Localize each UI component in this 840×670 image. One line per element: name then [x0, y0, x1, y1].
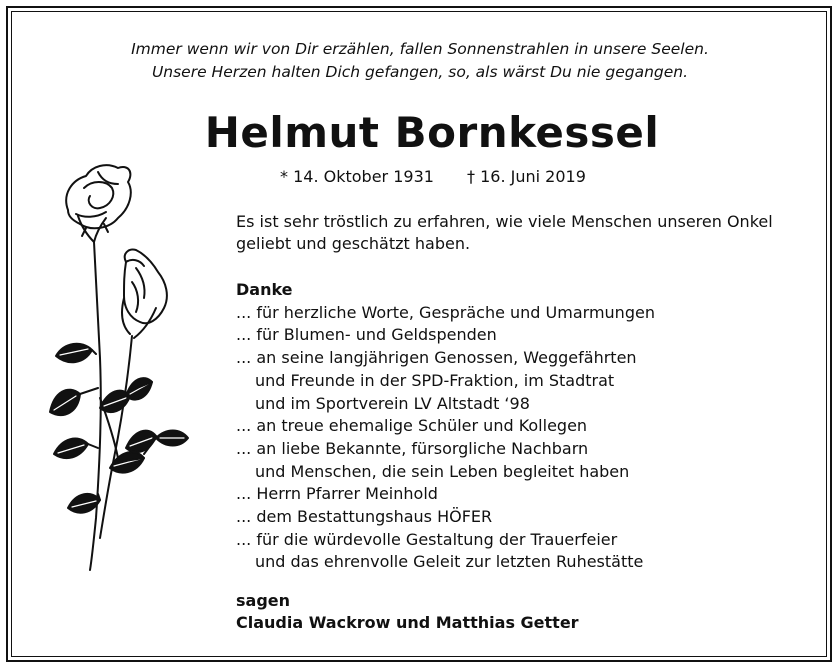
- thanks-line: und Freunde in der SPD-Fraktion, im Stadtrat: [255, 370, 615, 390]
- thanks-line: und im Sportverein LV Altstadt ‘98: [255, 393, 530, 413]
- thanks-line: ... dem Bestattungshaus HÖFER: [236, 507, 493, 527]
- thanks-line: ... an treue ehemalige Schüler und Kollegen: [236, 416, 588, 436]
- thanks-line: ... für herzliche Worte, Gespräche und Umarmungen: [236, 302, 655, 322]
- closing-block: [236, 590, 579, 634]
- thanks-line: ... an seine langjährigen Genossen, Weggefährten: [236, 348, 637, 368]
- birth-date: * 14. Oktober 1931: [280, 167, 434, 186]
- thanks-line: ... für die würdevolle Gestaltung der Trauerfeier: [236, 529, 618, 549]
- thanks-line: ... Herrn Pfarrer Meinhold: [236, 484, 438, 504]
- poem-line-1: Immer wenn wir von Dir erzählen, fallen Sonnenstrahlen in unsere Seelen.: [131, 40, 709, 58]
- thanks-line: ... für Blumen- und Geldspenden: [236, 325, 497, 345]
- rose-illustration-icon: [48, 158, 208, 578]
- intro-line-2: geliebt und geschätzt haben.: [236, 234, 471, 253]
- closing-word: sagen: [236, 591, 291, 610]
- signatories: Claudia Wackrow und Matthias Getter: [236, 613, 579, 632]
- poem-line-2: Unsere Herzen halten Dich gefangen, so, als wärst Du nie gegangen.: [151, 63, 689, 81]
- thanks-heading: Danke: [236, 280, 293, 299]
- intro-line-1: Es ist sehr tröstlich zu erfahren, wie viele Menschen unseren Onkel: [236, 212, 773, 231]
- thanks-line: und das ehrenvolle Geleit zur letzten Ruhestätte: [255, 552, 644, 572]
- death-date: † 16. Juni 2019: [467, 167, 586, 186]
- thanks-block: [236, 279, 806, 574]
- intro-text: [236, 211, 796, 255]
- deceased-name: Helmut Bornkessel: [204, 108, 660, 157]
- thanks-line: ... an liebe Bekannte, fürsorgliche Nachbarn: [236, 438, 589, 458]
- thanks-line: und Menschen, die sein Leben begleitet haben: [255, 461, 630, 481]
